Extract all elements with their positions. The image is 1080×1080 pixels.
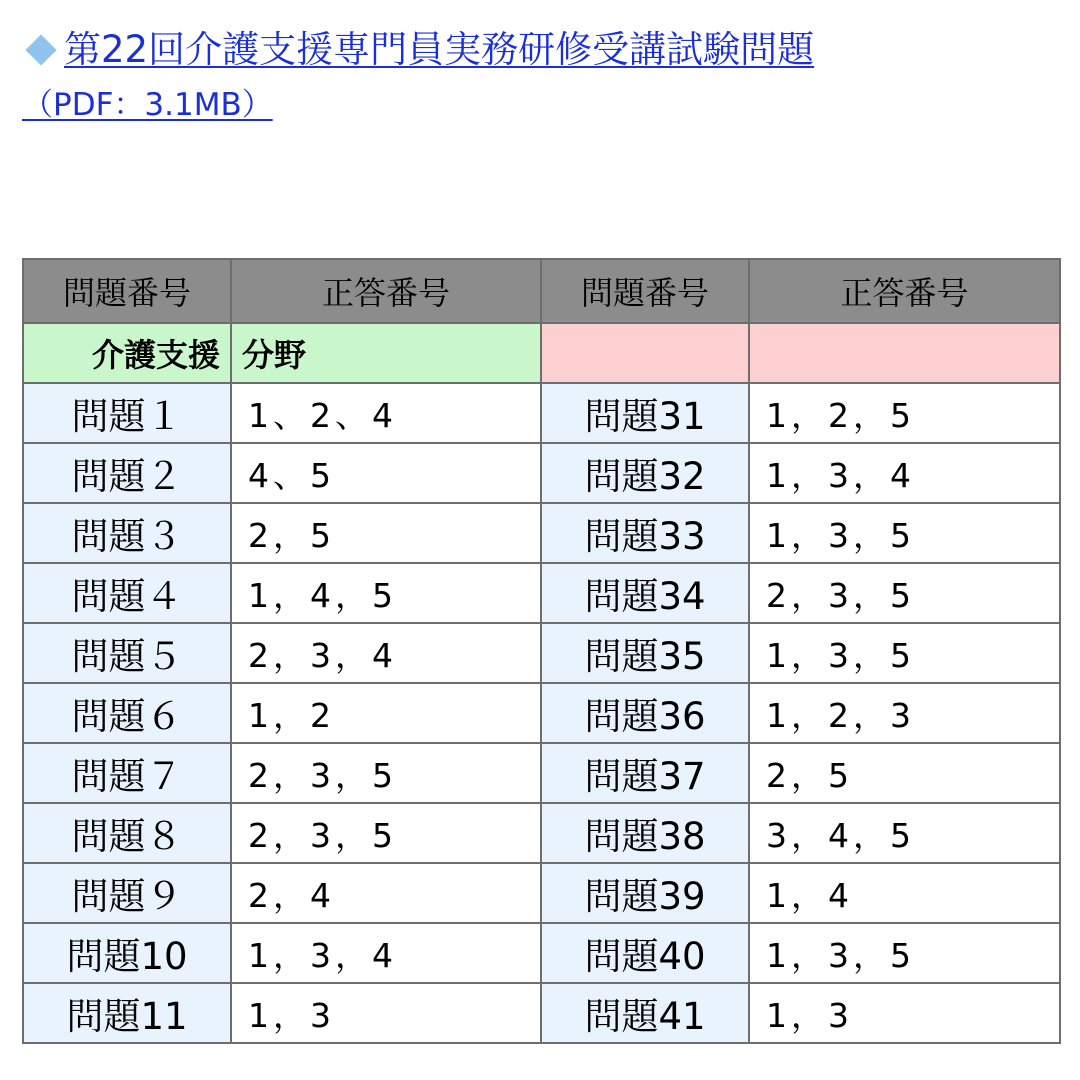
question-number-cell: 問題38	[541, 803, 749, 863]
document-title-link[interactable]: 第22回介護支援専門員実務研修受講試験問題	[64, 28, 815, 71]
answer-number-cell: 1，3	[231, 983, 541, 1043]
category-empty-cell	[749, 323, 1060, 383]
table-row	[23, 743, 1060, 803]
question-number-cell: 問題31	[541, 383, 749, 443]
answer-number-cell: 2，3，5	[231, 743, 541, 803]
category-empty-cell	[541, 323, 749, 383]
question-number-cell: 問題２	[23, 443, 231, 503]
question-number-cell: 問題３	[23, 503, 231, 563]
document-title-line	[22, 22, 1062, 78]
table-row	[23, 983, 1060, 1043]
question-number-cell: 問題９	[23, 863, 231, 923]
header-question-number-2: 問題番号	[541, 259, 749, 323]
question-number-cell: 問題36	[541, 683, 749, 743]
pdf-file-link[interactable]: （PDF：3.1MB）	[22, 87, 273, 123]
question-number-cell: 問題６	[23, 683, 231, 743]
table-header-row	[23, 259, 1060, 323]
answer-number-cell: 1，2，5	[749, 383, 1060, 443]
table-row	[23, 683, 1060, 743]
answer-number-cell: 2，3，5	[231, 803, 541, 863]
question-number-cell: 問題４	[23, 563, 231, 623]
answer-table	[22, 258, 1061, 1044]
answer-number-cell: 3，4，5	[749, 803, 1060, 863]
table-row	[23, 623, 1060, 683]
document-file-info-line	[22, 80, 1062, 130]
answer-number-cell: 1，3	[749, 983, 1060, 1043]
answer-number-cell: 2，4	[231, 863, 541, 923]
answer-number-cell: 1，4，5	[231, 563, 541, 623]
table-row	[23, 443, 1060, 503]
answer-number-cell: 2，3，4	[231, 623, 541, 683]
answer-number-cell: 1，3，5	[749, 623, 1060, 683]
question-number-cell: 問題33	[541, 503, 749, 563]
table-row	[23, 803, 1060, 863]
question-number-cell: 問題34	[541, 563, 749, 623]
question-number-cell: 問題39	[541, 863, 749, 923]
answer-number-cell: 1，3，4	[749, 443, 1060, 503]
question-number-cell: 問題35	[541, 623, 749, 683]
table-row	[23, 923, 1060, 983]
header-answer-number-2: 正答番号	[749, 259, 1060, 323]
question-number-cell: 問題37	[541, 743, 749, 803]
answer-number-cell: 2，3，5	[749, 563, 1060, 623]
answer-number-cell: 1，2，3	[749, 683, 1060, 743]
header-question-number-1: 問題番号	[23, 259, 231, 323]
answer-number-cell: 1，3，5	[749, 923, 1060, 983]
diamond-icon	[25, 34, 56, 65]
question-number-cell: 問題40	[541, 923, 749, 983]
document-link-block	[22, 22, 1062, 130]
table-row	[23, 563, 1060, 623]
category-label-left: 介護支援	[23, 323, 231, 383]
category-label-right: 分野	[231, 323, 541, 383]
answer-number-cell: 2，5	[749, 743, 1060, 803]
question-number-cell: 問題11	[23, 983, 231, 1043]
category-row	[23, 323, 1060, 383]
table-row	[23, 863, 1060, 923]
header-answer-number-1: 正答番号	[231, 259, 541, 323]
answer-number-cell: 1、2、4	[231, 383, 541, 443]
answer-number-cell: 4、5	[231, 443, 541, 503]
question-number-cell: 問題５	[23, 623, 231, 683]
answer-number-cell: 2，5	[231, 503, 541, 563]
question-number-cell: 問題41	[541, 983, 749, 1043]
answer-number-cell: 1，3，5	[749, 503, 1060, 563]
question-number-cell: 問題32	[541, 443, 749, 503]
table-row	[23, 383, 1060, 443]
question-number-cell: 問題７	[23, 743, 231, 803]
question-number-cell: 問題10	[23, 923, 231, 983]
question-number-cell: 問題８	[23, 803, 231, 863]
table-row	[23, 503, 1060, 563]
answer-number-cell: 1，3，4	[231, 923, 541, 983]
answer-number-cell: 1，4	[749, 863, 1060, 923]
answer-number-cell: 1，2	[231, 683, 541, 743]
question-number-cell: 問題１	[23, 383, 231, 443]
